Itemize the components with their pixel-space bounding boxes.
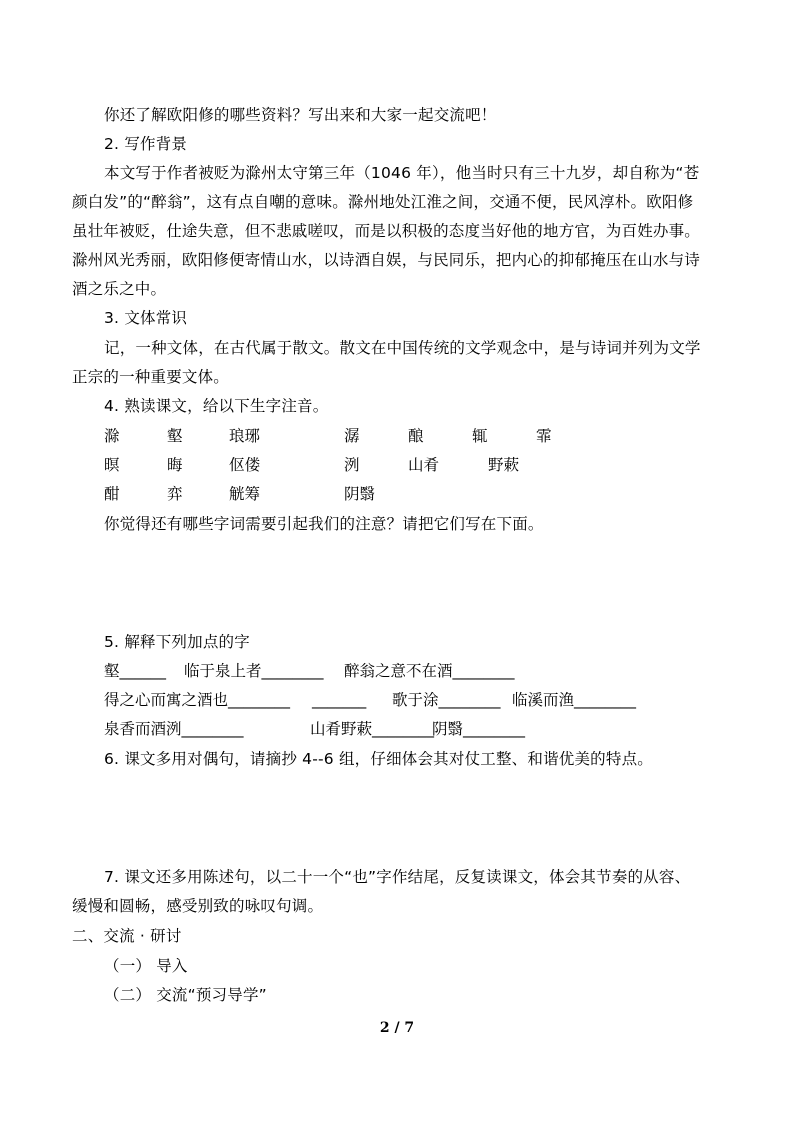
section-2-paragraph-line: 本文写于作者被贬为滁州太守第三年（1046 年），他当时只有三十九岁，却自称为“苍: [104, 164, 700, 182]
explain-item: 壑______: [104, 662, 167, 680]
vocab-word: 潺: [344, 427, 360, 445]
vocab-word: 山肴: [408, 456, 440, 474]
vocab-word: 酣: [104, 485, 120, 503]
section-4-heading: 4. 熟读课文，给以下生字注音。: [104, 397, 329, 415]
part-2-heading: 二、交流 · 研讨: [72, 927, 182, 945]
vocab-word: 壑: [167, 427, 183, 445]
explain-item: 歌于涂________: [392, 691, 501, 709]
vocab-word: 野蔌: [488, 456, 520, 474]
vocab-word: 琅琊: [229, 427, 261, 445]
vocab-word: 酿: [408, 427, 424, 445]
intro-question: 你还了解欧阳修的哪些资料？写出来和大家一起交流吧！: [104, 106, 497, 124]
section-3-paragraph-line: 记，一种文体，在古代属于散文。散文在中国传统的文学观念中，是与诗词并列为文学: [104, 339, 701, 357]
page-number: 2 / 7: [379, 1020, 415, 1036]
vocab-word: 暝: [104, 456, 120, 474]
vocab-word: 辄: [472, 427, 488, 445]
section-5-heading: 5. 解释下列加点的字: [104, 633, 250, 651]
vocab-word: 滁: [104, 427, 120, 445]
section-2-paragraph-line: 酒之乐之中。: [72, 280, 167, 298]
explain-item: _______: [312, 691, 367, 709]
vocab-word: 霏: [536, 427, 552, 445]
explain-item: 临溪而渔________: [512, 691, 637, 709]
section-2-heading: 2. 写作背景: [104, 135, 188, 153]
explain-item: 泉香而酒洌________: [104, 720, 244, 738]
section-2-paragraph-line: 颜白发”的“醉翁”，这有点自嘲的意味。滁州地处江淮之间，交通不便，民风淳朴。欧阳修: [72, 193, 694, 211]
vocab-word: 洌: [344, 456, 360, 474]
section-4-prompt: 你觉得还有哪些字词需要引起我们的注意？请把它们写在下面。: [104, 515, 544, 533]
explain-item: 山肴野蔌________: [310, 720, 435, 738]
part-2-subheading: （二） 交流“预习导学”: [104, 986, 267, 1004]
part-2-subheading: （一） 导入: [104, 957, 188, 975]
vocab-word: 晦: [167, 456, 183, 474]
explain-item: 得之心而寓之酒也________: [104, 691, 291, 709]
explain-item: 阴翳________: [432, 720, 526, 738]
vocab-word: 伛偻: [229, 456, 261, 474]
section-2-paragraph-line: 滁州风光秀丽，欧阳修便寄情山水，以诗酒自娱，与民同乐，把内心的抑郁掩压在山水与诗: [72, 251, 701, 269]
section-6-text: 6. 课文多用对偶句，请摘抄 4--6 组，仔细体会其对仗工整、和谐优美的特点。: [104, 750, 653, 768]
explain-item: 醉翁之意不在酒________: [344, 662, 515, 680]
section-3-heading: 3. 文体常识: [104, 309, 188, 327]
section-3-paragraph-line: 正宗的一种重要文体。: [72, 368, 230, 386]
section-7-paragraph-line: 7. 课文还多用陈述句，以二十一个“也”字作结尾，反复读课文，体会其节奏的从容、: [104, 868, 691, 886]
vocab-word: 觥筹: [229, 485, 261, 503]
vocab-word: 弈: [167, 485, 183, 503]
section-2-paragraph-line: 虽壮年被贬，仕途失意，但不悲戚嗟叹，而是以积极的态度当好他的地方官，为百姓办事。: [72, 222, 701, 240]
explain-item: 临于泉上者________: [184, 662, 324, 680]
section-7-paragraph-line: 缓慢和圆畅，感受别致的咏叹句调。: [72, 897, 324, 915]
vocab-word: 阴翳: [344, 485, 376, 503]
